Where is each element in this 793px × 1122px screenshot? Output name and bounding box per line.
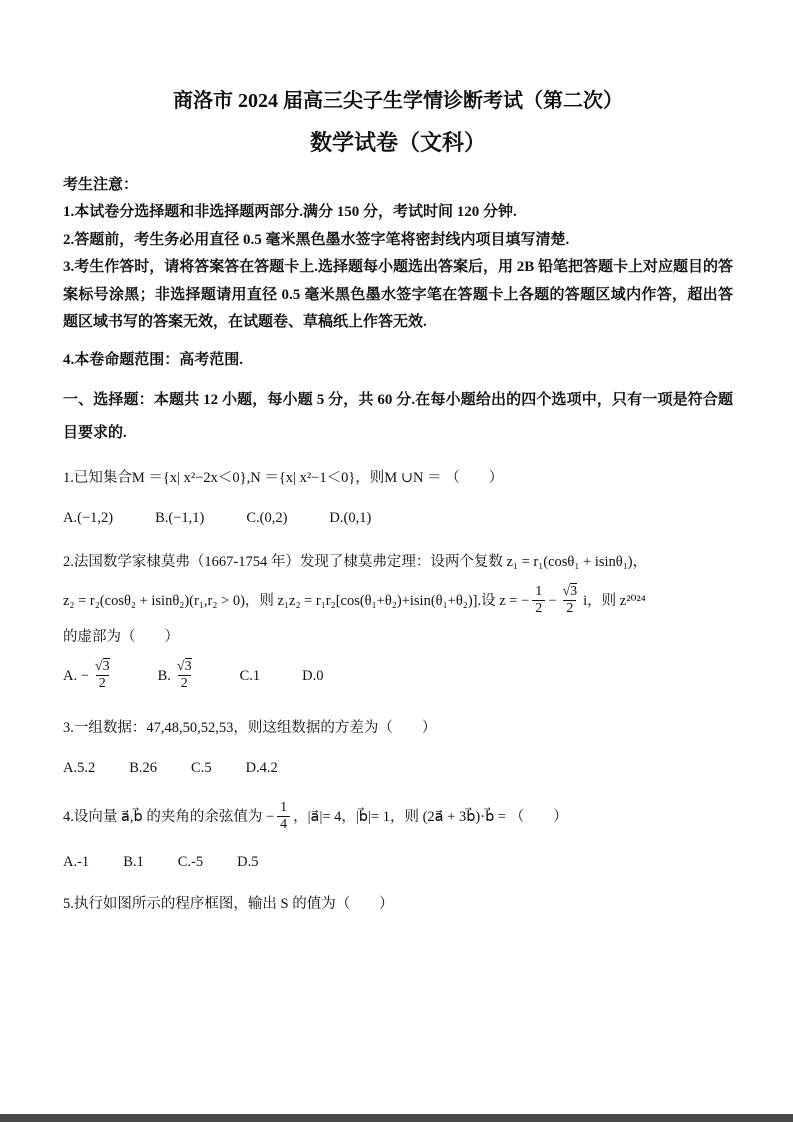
option-b: B.26 [129, 760, 158, 777]
option-a: A. − $\frac{√3}{2}$ [63, 659, 116, 692]
fraction-sqrt3-over-2: $\frac{√3}{2}$ [94, 659, 110, 692]
fraction-one-quarter: $\frac{1}{4}$ [277, 800, 290, 833]
option-b: B. $\frac{√3}{2}$ [158, 659, 198, 692]
option-d: D.0 [302, 667, 324, 684]
question-5-stem: 5.执行如图所示的程序框图，输出 S 的值为（ ） [63, 895, 394, 912]
question-3-stem: 3.一组数据：47,48,50,52,53，则这组数据的方差为（ ） [63, 720, 437, 737]
option-d: D.5 [237, 853, 259, 870]
q4-stem-text: 4.设向量 a⃗,b⃗ 的夹角的余弦值为 − [63, 808, 275, 825]
notice-heading: 考生注意： [63, 177, 139, 193]
q2-formula-text: z₂ = r₂(cosθ₂ + isinθ₂)(r₁,r₂ > 0)，则 z₁z₂ = r₁r₂[cos(θ₁+θ₂)+isin(θ₁+θ₂)].设 z = − [63, 592, 530, 609]
exam-content [63, 88, 733, 916]
question-3-options [63, 756, 733, 780]
notice-item-1: 1.本试卷分选择题和非选择题两部分.满分 150 分，考试时间 120 分钟. [63, 204, 517, 220]
option-c: C.5 [191, 760, 212, 777]
option-a: A.-1 [63, 853, 90, 870]
question-3 [63, 716, 733, 780]
question-2-line1: 2.法国数学家棣莫弗（1667-1754 年）发现了棣莫弗定理：设两个复数 z₁ = r₁(cosθ₁ + isinθ₁)， [63, 554, 648, 570]
option-b: B.(−1,1) [155, 510, 205, 526]
question-4-options [63, 850, 733, 874]
question-2-options [63, 659, 733, 692]
question-2-line2 [63, 584, 733, 617]
question-1-options [63, 506, 733, 530]
notice-item-2: 2.答题前，考生务必用直径 0.5 毫米黑色墨水签字笔将密封线内项目填写清楚. [63, 231, 570, 248]
fraction-sqrt3-over-2: $\frac{√3}{2}$ [176, 659, 192, 692]
fraction-one-half: $\frac{1}{2}$ [532, 584, 545, 617]
option-d: D.(0,1) [329, 510, 372, 526]
radical-sign: √ [176, 659, 185, 675]
radical-sign: √ [562, 584, 571, 599]
fraction-sqrt3-over-2: $\frac{√3}{2}$ [562, 584, 578, 617]
q4-stem-tail: ，|a⃗|= 4，|b⃗|= 1，则 (2a⃗ + 3b⃗)·b⃗ = （ ） [293, 808, 568, 825]
option-a: A.5.2 [63, 760, 96, 777]
exam-subtitle: 数学试卷（文科） [309, 130, 486, 155]
question-2-line3: 的虚部为（ ） [63, 629, 179, 646]
page-bottom-scan-edge [0, 1114, 793, 1122]
option-b: B.1 [123, 853, 144, 870]
section-1-heading: 一、选择题：本题共 12 小题，每小题 5 分，共 60 分.在每小题给出的四个选项中，只有一项是符合题目要求的. [63, 392, 733, 441]
option-a: A.(−1,2) [63, 510, 114, 526]
radical-sign: √ [94, 659, 103, 675]
exam-title: 商洛市 2024 届高三尖子生学情诊断考试（第二次） [173, 90, 623, 112]
q2-formula-tail: i，则 z²⁰²⁴ [583, 592, 646, 609]
option-d: D.4.2 [245, 760, 278, 777]
minus-sign: − [548, 592, 557, 609]
option-c: C.(0,2) [246, 510, 288, 526]
question-1 [63, 466, 733, 530]
option-c: C.1 [239, 667, 261, 684]
notice-item-4: 4.本卷命题范围：高考范围. [63, 351, 244, 368]
notice-item-3: 3.考生作答时，请将答案答在答题卡上.选择题每小题选出答案后，用 2B 铅笔把答题卡上对应题目的答案标号涂黑；非选择题请用直径 0.5 毫米黑色墨水签字笔在答题卡上各题的答题区域内作答，超出答题区域书写的答案无效，在试题卷、草稿纸上作答无效. [63, 259, 734, 330]
question-1-stem: 1.已知集合M ＝{x| x²−2x＜0},N ＝{x| x²−1＜0}，则M ∪N ＝ （ ） [63, 470, 504, 486]
question-5 [63, 892, 733, 916]
option-c: C.-5 [177, 853, 204, 870]
question-4 [63, 800, 733, 873]
question-2 [63, 550, 733, 692]
question-4-stem [63, 800, 733, 833]
